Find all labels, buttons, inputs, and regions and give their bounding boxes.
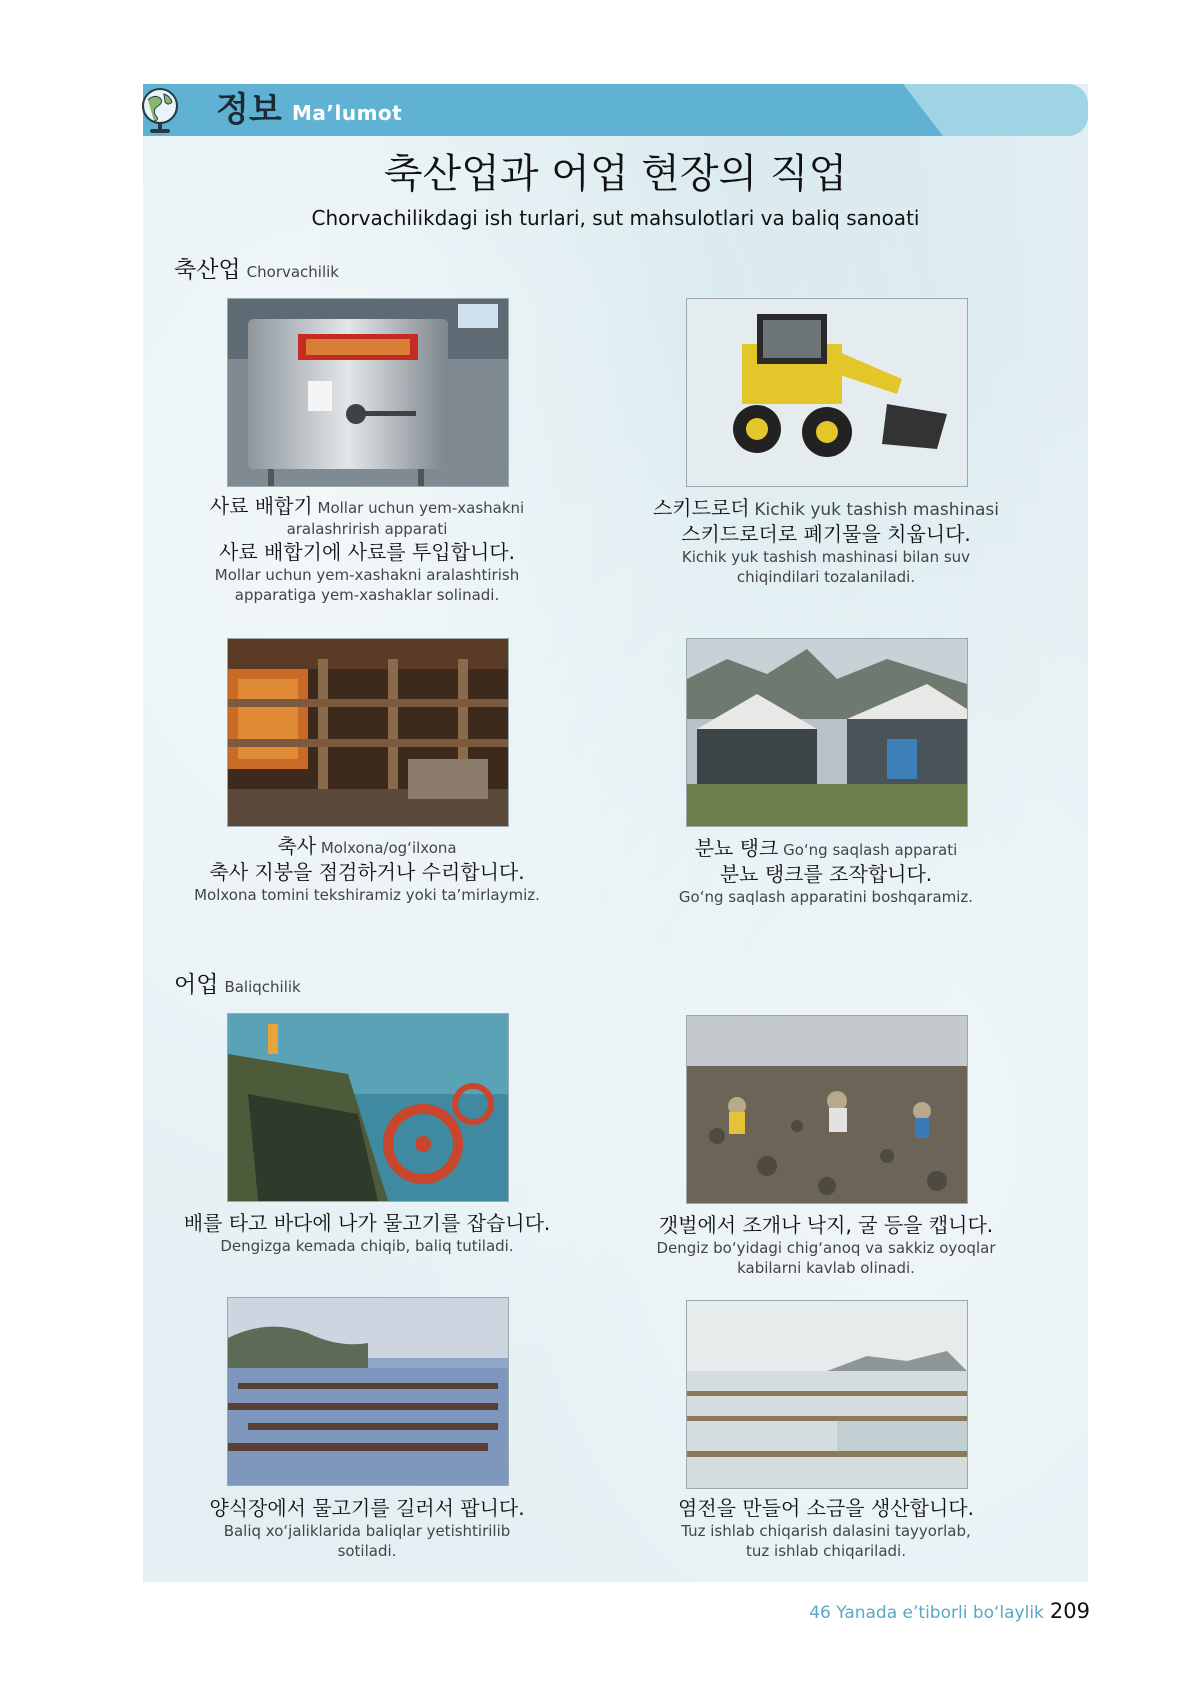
item-name-uz-line2: aralashrirish apparati	[286, 520, 448, 538]
photo-feed-mixer	[227, 298, 509, 487]
page-subtitle: Chorvachilikdagi ish turlari, sut mahsulotlari va baliq sanoati	[311, 206, 920, 230]
item-sentence-ko: 사료 배합기에 사료를 투입합니다.	[219, 540, 515, 564]
photo-fish-farm	[227, 1297, 509, 1486]
item-sentence-uz: Tuz ishlab chiqarish dalasini tayyorlab,	[681, 1522, 971, 1540]
section-title-uz: Baliqchilik	[224, 978, 301, 996]
item-name-ko: 스키드로더	[652, 496, 750, 520]
item-sentence-uz: Kichik yuk tashish mashinasi bilan suv	[681, 548, 971, 566]
item-name-uz: Mollar uchun yem-xashakni	[317, 499, 525, 517]
item-sentence-uz-line2: kabilarni kavlab olinadi.	[737, 1259, 915, 1277]
page-number: 209	[1049, 1599, 1090, 1623]
section-title-ko: 어업	[174, 972, 219, 998]
item-sentence-ko: 축사 지붕을 점검하거나 수리합니다.	[209, 860, 525, 884]
item-name-uz: Kichik yuk tashish mashinasi	[754, 500, 999, 520]
page-title: 축산업과 어업 현장의 직업	[383, 151, 848, 197]
item-sentence-uz: Mollar uchun yem-xashakni aralashtirish	[214, 566, 520, 584]
item-sentence-ko: 스키드로더로 폐기물을 치웁니다.	[681, 522, 971, 546]
item-sentence-uz: Baliq xo‘jaliklarida baliqlar yetishtirilib	[223, 1522, 511, 1540]
section-heading-livestock	[174, 255, 339, 287]
item-sentence-ko: 갯벌에서 조개나 낙지, 굴 등을 캡니다.	[658, 1213, 994, 1237]
section-title-uz: Chorvachilik	[246, 263, 339, 281]
item-sentence-ko: 배를 타고 바다에 나가 물고기를 잡습니다.	[183, 1211, 551, 1235]
item-name-ko: 사료 배합기	[209, 494, 313, 518]
item-name-uz: Molxona/og‘ilxona	[320, 839, 457, 857]
page-footer	[809, 1597, 1090, 1627]
caption-manure-tank	[616, 835, 1036, 907]
photo-salt-farm	[686, 1300, 968, 1489]
caption-salt-farm	[616, 1495, 1036, 1561]
chapter-label: 46 Yanada e’tiborli bo‘laylik	[809, 1603, 1044, 1623]
caption-barn	[157, 833, 577, 905]
item-sentence-uz-line2: chiqindilari tozalaniladi.	[736, 568, 916, 586]
caption-fishing-boat	[157, 1210, 577, 1256]
item-sentence-uz: Molxona tomini tekshiramiz yoki ta’mirlaymiz.	[194, 886, 540, 904]
item-sentence-ko: 양식장에서 물고기를 길러서 팝니다.	[209, 1496, 525, 1520]
photo-skid-loader	[686, 298, 968, 487]
header-label-uz: Ma’lumot	[292, 101, 403, 125]
item-sentence-uz-line2: apparatiga yem-xashaklar solinadi.	[234, 586, 500, 604]
item-sentence-uz-line2: tuz ishlab chiqariladi.	[746, 1542, 906, 1560]
item-sentence-ko: 분뇨 탱크를 조작합니다.	[719, 862, 933, 886]
item-sentence-uz: Go‘ng saqlash apparatini boshqaramiz.	[678, 888, 974, 906]
section-heading-fishery	[174, 970, 301, 1002]
photo-fishing-boat	[227, 1013, 509, 1202]
caption-feed-mixer	[157, 493, 577, 605]
item-name-ko: 분뇨 탱크	[694, 836, 779, 860]
photo-tidal-flat	[686, 1015, 968, 1204]
photo-barn	[227, 638, 509, 827]
caption-fish-farm	[157, 1495, 577, 1561]
item-name-uz: Go‘ng saqlash apparati	[783, 841, 958, 859]
photo-manure-tank	[686, 638, 968, 827]
section-title-ko: 축산업	[174, 257, 241, 283]
item-sentence-uz: Dengizga kemada chiqib, baliq tutiladi.	[220, 1237, 514, 1255]
caption-skid-loader	[616, 495, 1036, 587]
globe-icon	[138, 86, 182, 136]
header-label-ko: 정보	[216, 90, 282, 130]
item-sentence-uz-line2: sotiladi.	[337, 1542, 397, 1560]
item-name-ko: 축사	[277, 834, 317, 858]
item-sentence-ko: 염전을 만들어 소금을 생산합니다.	[678, 1496, 974, 1520]
caption-tidal-flat	[616, 1212, 1036, 1278]
item-sentence-uz: Dengiz bo‘yidagi chig‘anoq va sakkiz oyoqlar	[656, 1239, 996, 1257]
